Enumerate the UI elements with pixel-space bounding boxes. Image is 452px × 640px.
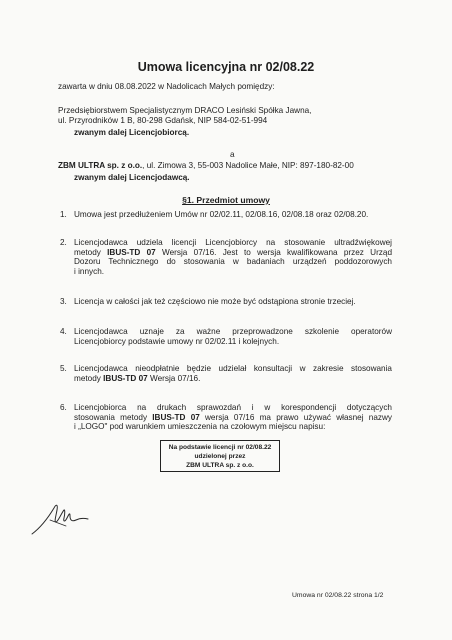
intro-text: zawarta w dniu 08.08.2022 w Nadolicach Małych pomiędzy: bbox=[58, 82, 275, 91]
item-2-line-3: Dozoru Technicznego do stosowania w badaniach urządzeń poddozorowych bbox=[74, 257, 392, 267]
conjunction: a bbox=[230, 150, 235, 159]
item-2-line-2 bbox=[74, 248, 392, 258]
party1-address: ul. Przyrodników 1 B, 80-298 Gdańsk, NIP 584-02-51-994 bbox=[58, 116, 268, 125]
item-4-number: 4. bbox=[60, 327, 67, 336]
item-6-line-2 bbox=[74, 413, 392, 423]
item-2-line-4: i innych. bbox=[74, 266, 105, 276]
section-title: §1. Przedmiot umowy bbox=[182, 195, 270, 205]
item-6-line-2c: wersja 07/16 ma prawo używać własnej nazwy bbox=[199, 412, 392, 422]
license-stamp-box bbox=[160, 440, 280, 472]
item-6-number: 6. bbox=[60, 403, 67, 412]
party2-line bbox=[58, 161, 354, 171]
item-1-text: Umowa jest przedłużeniem Umów nr 02/02.11, 02/08.16, 02/08.18 oraz 02/08.20. bbox=[74, 210, 369, 219]
item-4-text bbox=[74, 327, 392, 346]
item-6-method: IBUS-TD 07 bbox=[152, 412, 200, 422]
party2-role: zwanym dalej Licencjodawcą. bbox=[74, 173, 190, 182]
item-3-number: 3. bbox=[60, 297, 67, 306]
item-4-line-1: Licencjodawca uznaje za ważne przeprowadzone szkolenie operatorów bbox=[74, 327, 392, 336]
party1-role: zwanym dalej Licencjobiorcą. bbox=[74, 128, 190, 137]
item-6-text bbox=[74, 403, 392, 432]
party2-address: , ul. Zimowa 3, 55-003 Nadolice Małe, NIP: 897-180-82-00 bbox=[142, 161, 354, 170]
item-1-number: 1. bbox=[60, 210, 67, 219]
item-5-line-2a: metody bbox=[74, 373, 104, 383]
item-5-number: 5. bbox=[60, 364, 67, 373]
item-5-line-2c: Wersja 07/16. bbox=[147, 373, 201, 383]
stamp-line-1: Na podstawie licencji nr 02/08.22 bbox=[168, 444, 272, 451]
item-5-text bbox=[74, 364, 392, 383]
party2-name: ZBM ULTRA sp. z o.o. bbox=[58, 161, 143, 170]
item-2-text bbox=[74, 238, 392, 276]
item-2-line-1: Licencjodawca udziela licencji Licencjobiorcy na stosowanie ultradźwiękowej bbox=[74, 238, 392, 247]
document-title: Umowa licencyjna nr 02/08.22 bbox=[137, 60, 315, 74]
item-2-method: IBUS-TD 07 bbox=[107, 247, 156, 257]
item-6-line-3: i „LOGO" pod warunkiem umieszczenia na czołowym miejscu napisu: bbox=[74, 422, 326, 432]
item-6-line-1: Licencjobiorca na drukach sprawozdań i w korespondencji dotyczących bbox=[74, 403, 392, 412]
stamp-line-3: ZBM ULTRA sp. z o.o. bbox=[186, 462, 254, 469]
signature-icon bbox=[30, 498, 90, 538]
page-footer: Umowa nr 02/08.22 strona 1/2 bbox=[292, 592, 384, 599]
item-5-line-1: Licencjodawca nieodpłatnie będzie udzielał konsultacji w zakresie stosowania bbox=[74, 364, 392, 373]
item-2-number: 2. bbox=[60, 238, 67, 247]
item-4-line-2: Licencjobiorcy podstawie umowy nr 02/02.11 i kolejnych. bbox=[74, 336, 280, 346]
item-3-text: Licencja w całości jak też częściowo nie może być odstąpiona stronie trzeciej. bbox=[74, 297, 356, 306]
item-6-line-2a: stosowania metody bbox=[74, 412, 153, 422]
item-5-line-2 bbox=[74, 374, 392, 384]
stamp-line-2: udzielonej przez bbox=[194, 453, 246, 460]
item-2-line-2c: Wersja 07/16. Jest to wersja kwalifikowana przez Urząd bbox=[155, 247, 393, 257]
item-2-line-2a: metody bbox=[74, 247, 108, 257]
party1-name: Przedsiębiorstwem Specjalistycznym DRACO Lesiński Spółka Jawna, bbox=[58, 106, 312, 115]
item-5-method: IBUS-TD 07 bbox=[103, 373, 148, 383]
